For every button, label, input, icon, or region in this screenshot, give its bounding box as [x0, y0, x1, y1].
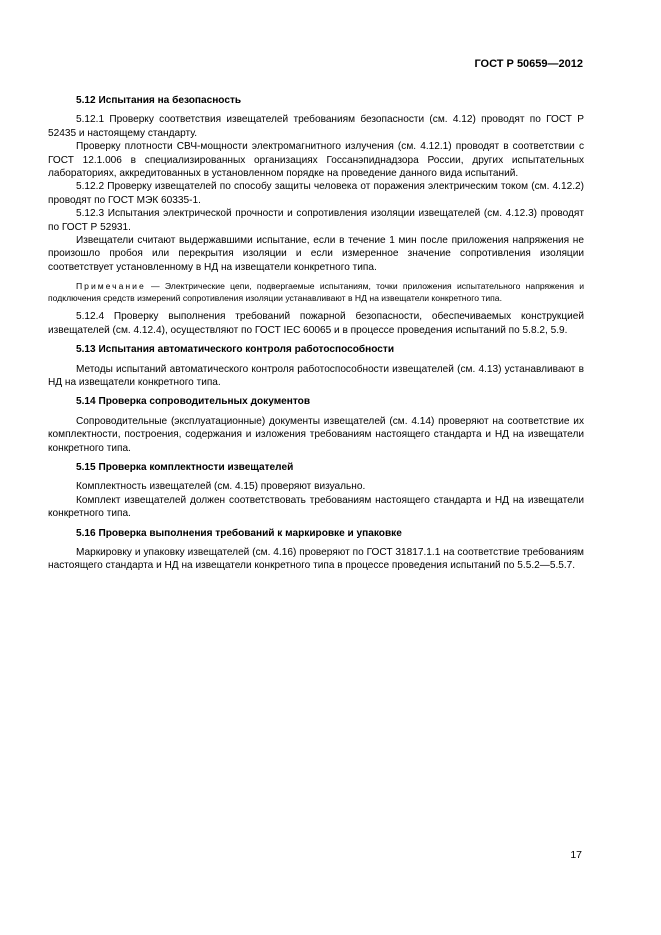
paragraph-5-13: Методы испытаний автоматического контроля работоспособности извещателей (см. 4.13) устанавливают в НД на извещатели конкретного типа. — [48, 363, 584, 388]
section-5-15-title: 5.15 Проверка комплектности извещателей — [76, 461, 294, 473]
paragraph-microwave-density: Проверку плотности СВЧ-мощности электромагнитного излучения (см. 4.12.1) проводят в соответствии с ГОСТ 12.1.006 в специализированных организациях Госсанэпиднадзора России, других испытательных лабораториях, аккредитованных в установленном порядке на проведение данного вида испытаний. — [48, 141, 584, 180]
page-number: 17 — [570, 849, 582, 861]
paragraph-5-15-1: Комплектность извещателей (см. 4.15) проверяют визуально. — [76, 481, 366, 493]
section-5-14-title: 5.14 Проверка сопроводительных документов — [76, 396, 311, 408]
paragraph-5-15-2: Комплект извещателей должен соответствовать требованиям настоящего стандарта и НД на извещатели конкретного типа. — [48, 494, 584, 520]
section-5-12-title: 5.12 Испытания на безопасность — [76, 95, 242, 106]
note-label: Примечание — [76, 281, 146, 292]
note — [48, 280, 584, 304]
paragraph-5-12-3: 5.12.3 Испытания электрической прочности и сопротивления изоляции извещателей (см. 4.12.3) проводят по ГОСТ Р 52931. — [48, 208, 584, 233]
paragraph-5-14: Сопроводительные (эксплуатационные) документы извещателей (см. 4.14) проверяют на соответствие их комплектности, построения, содержания и изложения требованиям настоящего стандарта и НД на извещатели конкретного типа. — [48, 415, 584, 454]
document-code-header: ГОСТ Р 50659—2012 — [474, 58, 583, 70]
section-5-13-title: 5.13 Испытания автоматического контроля работоспособности — [76, 344, 395, 356]
paragraph-5-12-2: 5.12.2 Проверку извещателей по способу защиты человека от поражения электрическим током (см. 4.12.2) проводят по ГОСТ МЭК 60335-1. — [48, 181, 584, 206]
note-text: — Электрические цепи, подвергаемые испытаниям, точки приложения испытательного напряжения и подключения средств измерений сопротивления изоляции устанавливают в НД на извещатели конкретного типа. — [48, 281, 584, 304]
paragraph-5-16: Маркировку и упаковку извещателей (см. 4.16) проверяют по ГОСТ 31817.1.1 на соответствие требованиям настоящего стандарта и НД на извещатели конкретного типа в процессе проведения испытаний по 5.5.2—5.5.7. — [48, 546, 584, 572]
paragraph-5-12-1: 5.12.1 Проверку соответствия извещателей требованиям безопасности (см. 4.12) проводят по ГОСТ Р 52435 и настоящему стандарту. — [48, 114, 584, 139]
paragraph-insulation-criteria: Извещатели считают выдержавшими испытание, если в течение 1 мин после приложения напряжения не произошло пробоя или перекрытия изоляции и если измеренное значение сопротивления изоляции соответствует установленному в НД на извещатели конкретного типа. — [48, 235, 584, 273]
section-5-16-title: 5.16 Проверка выполнения требований к маркировке и упаковке — [76, 527, 402, 539]
paragraph-5-12-4: 5.12.4 Проверку выполнения требований пожарной безопасности, обеспечиваемых конструкцией извещателей (см. 4.12.4), осуществляют по ГОСТ IEC 60065 и в процессе проведения испытаний по 5.8.2, 5.9. — [48, 311, 584, 336]
document-body — [48, 94, 584, 573]
